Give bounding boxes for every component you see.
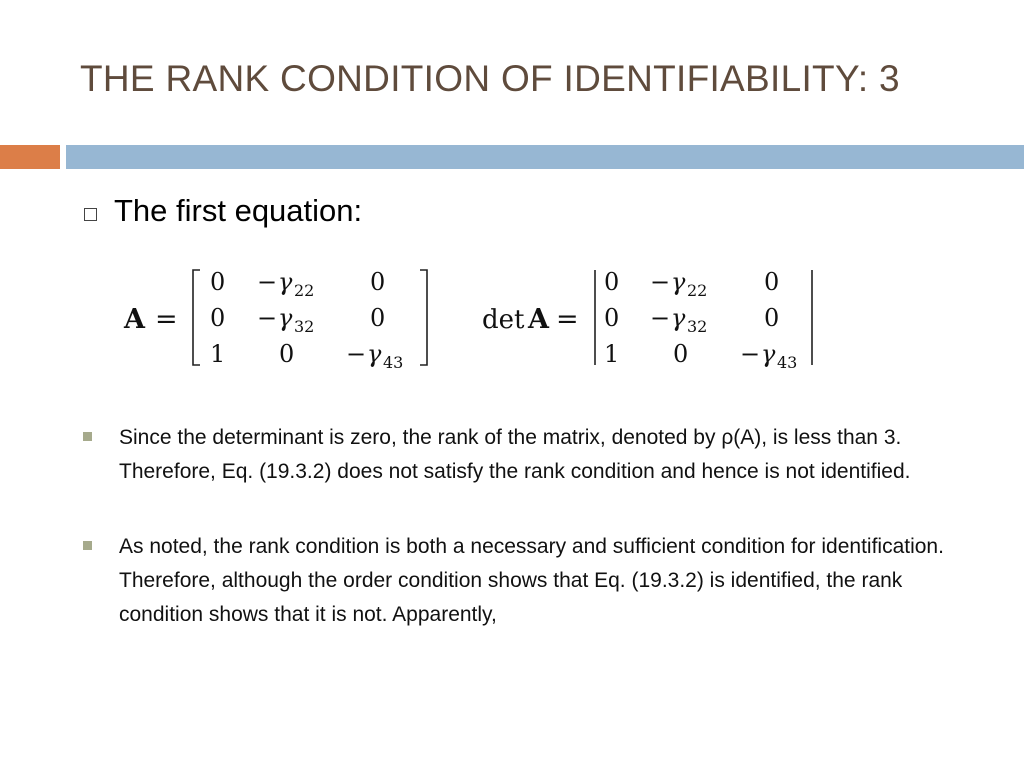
- gamma-symbol: γ: [367, 340, 382, 368]
- matrix-cell: 0: [604, 268, 620, 296]
- matrix-cell: 0: [210, 268, 226, 296]
- equals-sign: =: [556, 304, 579, 335]
- matrix-cell: 1: [604, 340, 620, 368]
- matrix-cell: 0: [370, 268, 386, 296]
- gamma-subscript: 43: [383, 353, 404, 372]
- matrix-cell: 0: [673, 340, 689, 368]
- minus-sign: −: [257, 304, 278, 332]
- right-bracket: [420, 270, 427, 365]
- gamma-subscript: 22: [687, 281, 708, 300]
- minus-sign: −: [650, 268, 671, 296]
- det-label: det: [482, 305, 525, 335]
- section-heading: The first equation:: [114, 193, 363, 228]
- minus-sign: −: [650, 304, 671, 332]
- minus-sign: −: [740, 340, 761, 368]
- matrix-a-expression: [123, 268, 427, 372]
- matrix-cell: 1: [210, 340, 226, 368]
- bullet-paragraph: As noted, the rank condition is both a necessary and sufficient condition for identification. Therefore, although the order condition shows that Eq. (19.3.2) is identified, the rank condition shows that it is not. Apparently,: [119, 535, 944, 626]
- slide-title: THE RANK CONDITION OF IDENTIFIABILITY: 3: [80, 58, 900, 99]
- matrix-cell: 0: [210, 304, 226, 332]
- gamma-subscript: 32: [294, 317, 315, 336]
- gamma-subscript: 22: [294, 281, 315, 300]
- gamma-symbol: γ: [278, 268, 293, 296]
- gamma-subscript: 43: [777, 353, 798, 372]
- matrix-cell: 0: [764, 268, 780, 296]
- minus-sign: −: [346, 340, 367, 368]
- square-bullet-icon: [83, 432, 92, 441]
- matrix-a-label: A: [124, 304, 145, 335]
- gamma-symbol: γ: [671, 304, 686, 332]
- matrix-cell: 0: [370, 304, 386, 332]
- determinant-expression: [482, 268, 812, 372]
- equals-sign: =: [155, 304, 178, 335]
- left-bracket: [193, 270, 200, 365]
- gamma-subscript: 32: [687, 317, 708, 336]
- bullet-paragraph: Since the determinant is zero, the rank of the matrix, denoted by ρ(A), is less than 3. Therefore, Eq. (19.3.2) does not satisfy the rank condition and hence is not identified.: [119, 426, 911, 483]
- square-bullet-icon: [83, 541, 92, 550]
- matrix-a-label: A: [528, 304, 549, 335]
- matrix-cell: 0: [279, 340, 295, 368]
- gamma-symbol: γ: [278, 304, 293, 332]
- gamma-symbol: γ: [761, 340, 776, 368]
- matrix-cell: 0: [764, 304, 780, 332]
- gamma-symbol: γ: [671, 268, 686, 296]
- minus-sign: −: [257, 268, 278, 296]
- matrix-cell: 0: [604, 304, 620, 332]
